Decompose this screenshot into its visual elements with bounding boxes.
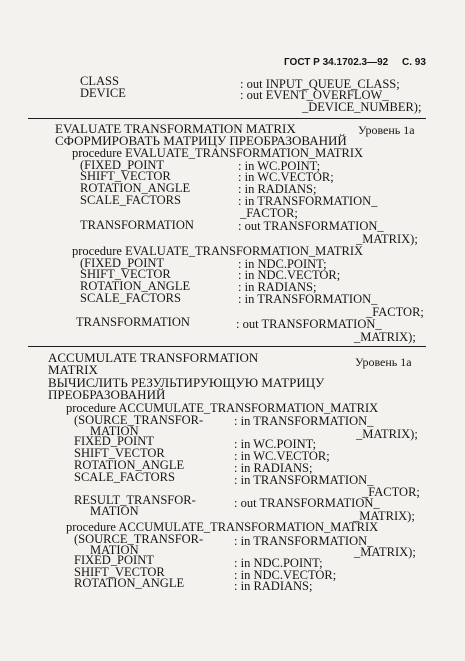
section-divider	[28, 346, 426, 347]
section-title-en-continuation: MATRIX	[48, 362, 98, 377]
procedure-header: procedure EVALUATE_TRANSFORMATION_MATRIX	[72, 146, 364, 160]
param-decl-continuation: _MATRIX);	[354, 545, 416, 559]
param-name: SHIFT_VECTOR	[80, 169, 171, 183]
param-name-continuation: MATION	[90, 504, 139, 518]
param-name-continuation: MATION	[90, 543, 139, 557]
param-decl: : in TRANSFORMATION_	[238, 292, 378, 306]
param-decl: : in RADIANS;	[234, 461, 313, 475]
level-label: Уровень 1a	[358, 123, 415, 137]
param-decl-continuation: _MATRIX);	[354, 330, 416, 344]
procedure-header: procedure ACCUMULATE_TRANSFORMATION_MATRIX	[66, 401, 379, 415]
section-divider	[28, 118, 426, 119]
param-name: ROTATION_ANGLE	[74, 458, 185, 472]
param-name: (FIXED_POINT	[80, 256, 165, 270]
level-label: Уровень 1a	[355, 355, 412, 369]
param-decl: : out TRANSFORMATION_	[236, 317, 382, 331]
param-decl: : in RADIANS;	[238, 280, 317, 294]
param-decl: : in NDC.POINT;	[238, 257, 327, 271]
param-decl: : in RADIANS;	[234, 579, 313, 593]
param-decl-continuation: _MATRIX);	[356, 232, 418, 246]
param-decl-continuation: _MATRIX);	[356, 427, 418, 441]
param-name: CLASS	[80, 74, 119, 88]
param-decl: : in TRANSFORMATION_	[234, 473, 374, 487]
param-decl-continuation: _FACTOR;	[362, 485, 420, 499]
section-title-ru: СФОРМИРОВАТЬ МАТРИЦУ ПРЕОБРАЗОВАНИЙ	[55, 133, 347, 148]
section-title-ru: ВЫЧИСЛИТЬ РЕЗУЛЬТИРУЮЩУЮ МАТРИЦУ	[48, 375, 325, 390]
procedure-header: procedure EVALUATE_TRANSFORMATION_MATRIX	[72, 244, 364, 258]
param-name: FIXED_POINT	[74, 553, 154, 567]
param-decl-continuation: _FACTOR;	[240, 206, 298, 220]
param-decl: : in WC.VECTOR;	[238, 170, 334, 184]
param-name: SCALE_FACTORS	[80, 291, 181, 305]
param-decl: : in NDC.POINT;	[234, 556, 323, 570]
param-name: SHIFT_VECTOR	[80, 267, 171, 281]
param-name: DEVICE	[80, 86, 126, 100]
param-decl: : in WC.VECTOR;	[234, 449, 330, 463]
procedure-header: procedure ACCUMULATE_TRANSFORMATION_MATRIX	[66, 520, 379, 534]
param-decl: : in RADIANS;	[238, 182, 317, 196]
param-decl-continuation: _DEVICE_NUMBER);	[302, 100, 422, 114]
param-decl: : in NDC.VECTOR;	[238, 268, 341, 282]
param-name: SHIFT_VECTOR	[74, 446, 165, 460]
section-title-ru-continuation: ПРЕОБРАЗОВАНИЙ	[48, 387, 166, 402]
param-decl: : out EVENT_OVERFLOW_	[240, 88, 389, 102]
param-name: (SOURCE_TRANSFOR-	[74, 413, 204, 427]
param-name: ROTATION_ANGLE	[80, 279, 191, 293]
param-decl: : in TRANSFORMATION_	[234, 534, 374, 548]
param-decl: : in TRANSFORMATION_	[234, 414, 374, 428]
param-name-continuation: MATION	[90, 424, 139, 438]
param-decl: : out INPUT_QUEUE_CLASS;	[240, 77, 400, 91]
param-name: TRANSFORMATION	[80, 218, 194, 232]
param-name: ROTATION_ANGLE	[74, 576, 185, 590]
param-decl: : in TRANSFORMATION_	[238, 194, 378, 208]
param-decl: : in WC.POINT;	[238, 159, 321, 173]
param-name: (FIXED_POINT	[80, 158, 165, 172]
section-title-en: ACCUMULATE TRANSFORMATION	[48, 350, 259, 365]
param-decl: : out TRANSFORMATION_	[234, 496, 380, 510]
param-name: TRANSFORMATION	[76, 315, 190, 329]
param-name: FIXED_POINT	[74, 434, 154, 448]
param-name: SHIFT_VECTOR	[74, 565, 165, 579]
section-title-en: EVALUATE TRANSFORMATION MATRIX	[55, 121, 296, 136]
param-name: ROTATION_ANGLE	[80, 181, 191, 195]
param-name: SCALE_FACTORS	[74, 470, 175, 484]
standard-number: ГОСТ Р 34.1702.3—92	[284, 57, 389, 68]
param-decl-continuation: _MATRIX);	[353, 509, 415, 523]
param-decl-continuation: _FACTOR;	[366, 305, 424, 319]
param-name: (SOURCE_TRANSFOR-	[74, 532, 204, 546]
param-decl: : in NDC.VECTOR;	[234, 568, 337, 582]
param-decl: : out TRANSFORMATION_	[238, 219, 384, 233]
page-number: С. 93	[402, 57, 426, 68]
param-name: RESULT_TRANSFOR-	[74, 493, 196, 507]
param-decl: : in WC.POINT;	[234, 437, 317, 451]
param-name: SCALE_FACTORS	[80, 193, 181, 207]
